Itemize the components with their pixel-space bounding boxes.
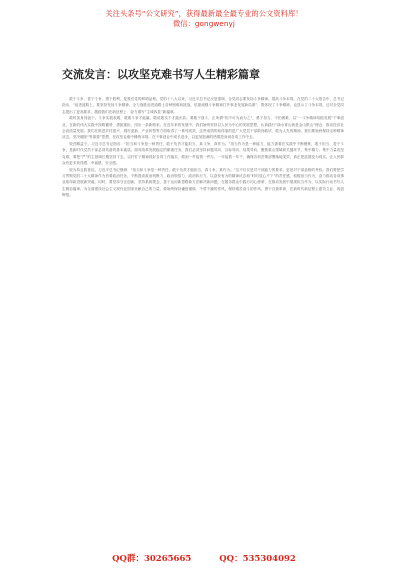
banner-promo-text: 关注头条号“公文研究”，获得最新最全最专业的公文资料库！ <box>105 9 303 18</box>
paragraph: 敢时加身闯创干。斗争实践表明，敢敢斗争才能赢，敢说敢实干才能出彩。要敢于战斗，正所谓“知不可为而为之”，勇于担当、不怕困难，以“一斗争精神培植发展”干事创业，在新的伟大实践中探路蓄势、勇挑重担、闯出一条新路来。在近年来的发展中，我们始终坚持以人民为中心的发展思想，认真践行“绿水青山就是金山银山”理念，推动经济社会高质量发展。我们在推进乡村振兴、城市更新、产业转型等方面取得了一系列成效，这些成绩的取得靠的是广大党员干部敢闯敢试、敢为人先的精神。我们要始终保持这种精神状态，坚决破除“等靠要”思想，在攻坚克难中锤炼本领，在干事创业中成长进步，以更加饱满的热情投身到各项工作中去。 <box>62 116 344 140</box>
banner-wechat-id: gongwenyj <box>194 19 235 28</box>
footer-qq-group: QQ群：30265665 <box>112 554 192 564</box>
banner-wechat <box>0 19 408 29</box>
banner-wechat-label: 微信： <box>173 19 195 28</box>
footer-contacts <box>0 552 408 564</box>
paragraph: 较为持且胜喜佳。习近平总书记强调：“担当和斗争是一种责任，敢于负责才能担当，真斗争、真作为。”这不仅仅是对干部能力的要求，更是对干部品格的考验。我们要把学习贯彻党的二十大精神作为首要政治任务，不断提高政治判断力、政治领悟力、政治执行力，以奋发有为的精神状态和“时时放心不下”的责任感，积极担当作为，奋力推动各项事业取得新进展新突破。同时，要坚持守正创新，坚持系统观念，善于运用新思路新方法解决新问题，在服务群众中践行初心使命，在推动发展中展现担当作为，以实际行动书写人生精彩篇章，为全面建设社会主义现代化国家贡献自己的力量。要始终保持谦虚谨慎、不骄不躁的作风，保持艰苦奋斗的作风，勇于自我革命，在新时代新征程上建功立业、再创辉煌。 <box>62 167 344 197</box>
footer-qq: QQ：535304092 <box>219 554 296 564</box>
document-body <box>62 96 344 199</box>
document-title: 交流发言：以攻坚克难书写人生精彩篇章 <box>62 68 260 81</box>
paragraph: 敢于斗争、善于斗争、勇于胜利，是我们党的鲜明品格。党的十八大以来，习近平总书记反复强调，全党同志要发扬斗争精神，提高斗争本领。在党的二十大报告中，总书记指出，“前进道路上，要坚持发扬斗争精神，全力战胜前进道路上各种困难和挑战，依靠顽强斗争精神打开事业发展新局面”，既体现了斗争精神，也显示了斗争本领，还对全党同志提出了更高要求，激励我们在新征程上：奋力谱写“主城四县”新篇章。 <box>62 97 344 114</box>
paragraph: 较劲精益干。习近平总书记指出：“担当和斗争是一种责任，敢于负责才能担当，真斗争、真作为。”担当作为是一种能力，能力需要在实践中不断锤炼，敢于担当、善于斗争，是新时代党员干部必须具备的基本素质。面对改革发展稳定的繁重任务，我们必须坚持问题导向、目标导向、结果导向，聚焦重点领域和关键环节，集中精力、集中力量攻坚克难。要把“严”的主基调长期坚持下去，以钉钉子精神抓好各项工作落实，做到一件接着一件办、一年接着一年干，确保各项决策部署落地见效，真正把蓝图变为现实，让人民群众有更多获得感、幸福感、安全感。 <box>62 142 344 165</box>
header-banner <box>0 0 408 36</box>
